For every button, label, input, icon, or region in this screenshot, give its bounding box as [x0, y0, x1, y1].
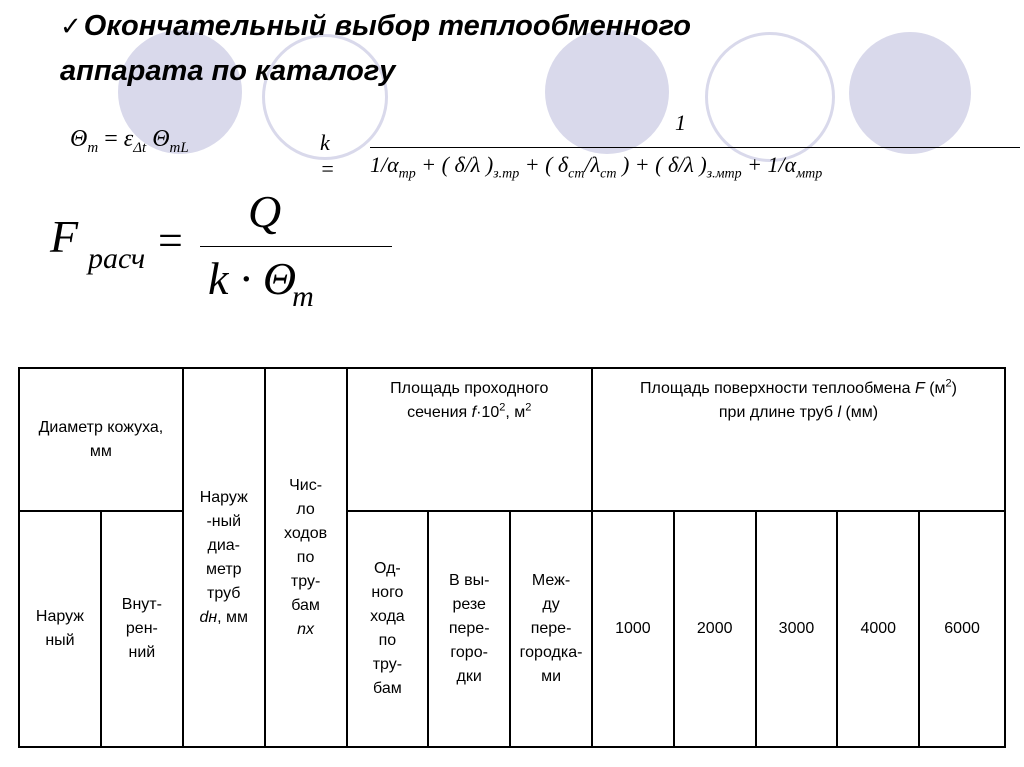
formula-F-numerator: Q — [248, 186, 282, 237]
fraction-bar — [370, 147, 1020, 148]
header-shell-diameter: Диаметр кожуха, мм — [19, 368, 183, 511]
header-surface-area: Площадь поверхности теплообмена F $(м^2)$ при длине труб l (мм) — [592, 368, 1005, 511]
header-between-baffles: Меж- ду пере- городка- ми — [510, 511, 592, 747]
decor-circle-5 — [849, 32, 971, 154]
header-inner: Внут- рен- ний — [101, 511, 183, 747]
slide-title — [60, 4, 691, 93]
header-length-2000: 2000 — [674, 511, 756, 747]
header-one-pass: Од- ного хода по тру- бам — [347, 511, 429, 747]
header-outer-tube-diameter: Наруж -ный диа- метр труб dн, мм — [183, 368, 265, 747]
formula-k-numerator: 1 — [675, 110, 686, 135]
formula-F-symbol: F — [50, 211, 79, 262]
header-length-3000: 3000 — [756, 511, 838, 747]
formula-k-denominator: $1/\alpha_{тр}$ + ( δ/λ )$_{з.тр}$ + ( $\delta_{ст}/\lambda_{ст}$ ) + ( δ/λ )$_{з.мтр} + 1/\alpha_{мтр}$ — [370, 152, 823, 182]
title-line-1: Окончательный выбор теплообменного — [83, 10, 691, 42]
header-length-4000: 4000 — [837, 511, 919, 747]
header-length-1000: 1000 — [592, 511, 674, 747]
header-outer: Наруж ный — [19, 511, 101, 747]
decor-circle-4 — [705, 32, 835, 162]
header-length-6000: 6000 — [919, 511, 1005, 747]
formula-F-denominator: $k \cdot \Theta_m$ — [208, 253, 314, 313]
formula-F-subscript: расч — [88, 242, 146, 275]
check-icon: ✓ — [60, 12, 82, 42]
fraction-bar — [200, 246, 392, 247]
formula-F-equals: = — [158, 216, 183, 265]
header-passes: Чис- ло ходов по тру- бам nх — [265, 368, 347, 747]
header-flow-area: Площадь проходного сечения $f\cdot 10^2$, $м^2$ — [347, 368, 593, 511]
formula-theta: $\Theta_m = \varepsilon_{\Delta t}$ $\Theta_{mL}$ — [70, 126, 189, 156]
title-line-2: аппарата по каталогу — [60, 55, 396, 87]
catalog-table — [18, 367, 1006, 748]
formula-k-lhs: k = — [320, 130, 335, 181]
header-in-cutout: В вы- резе пере- горо- дки — [428, 511, 510, 747]
